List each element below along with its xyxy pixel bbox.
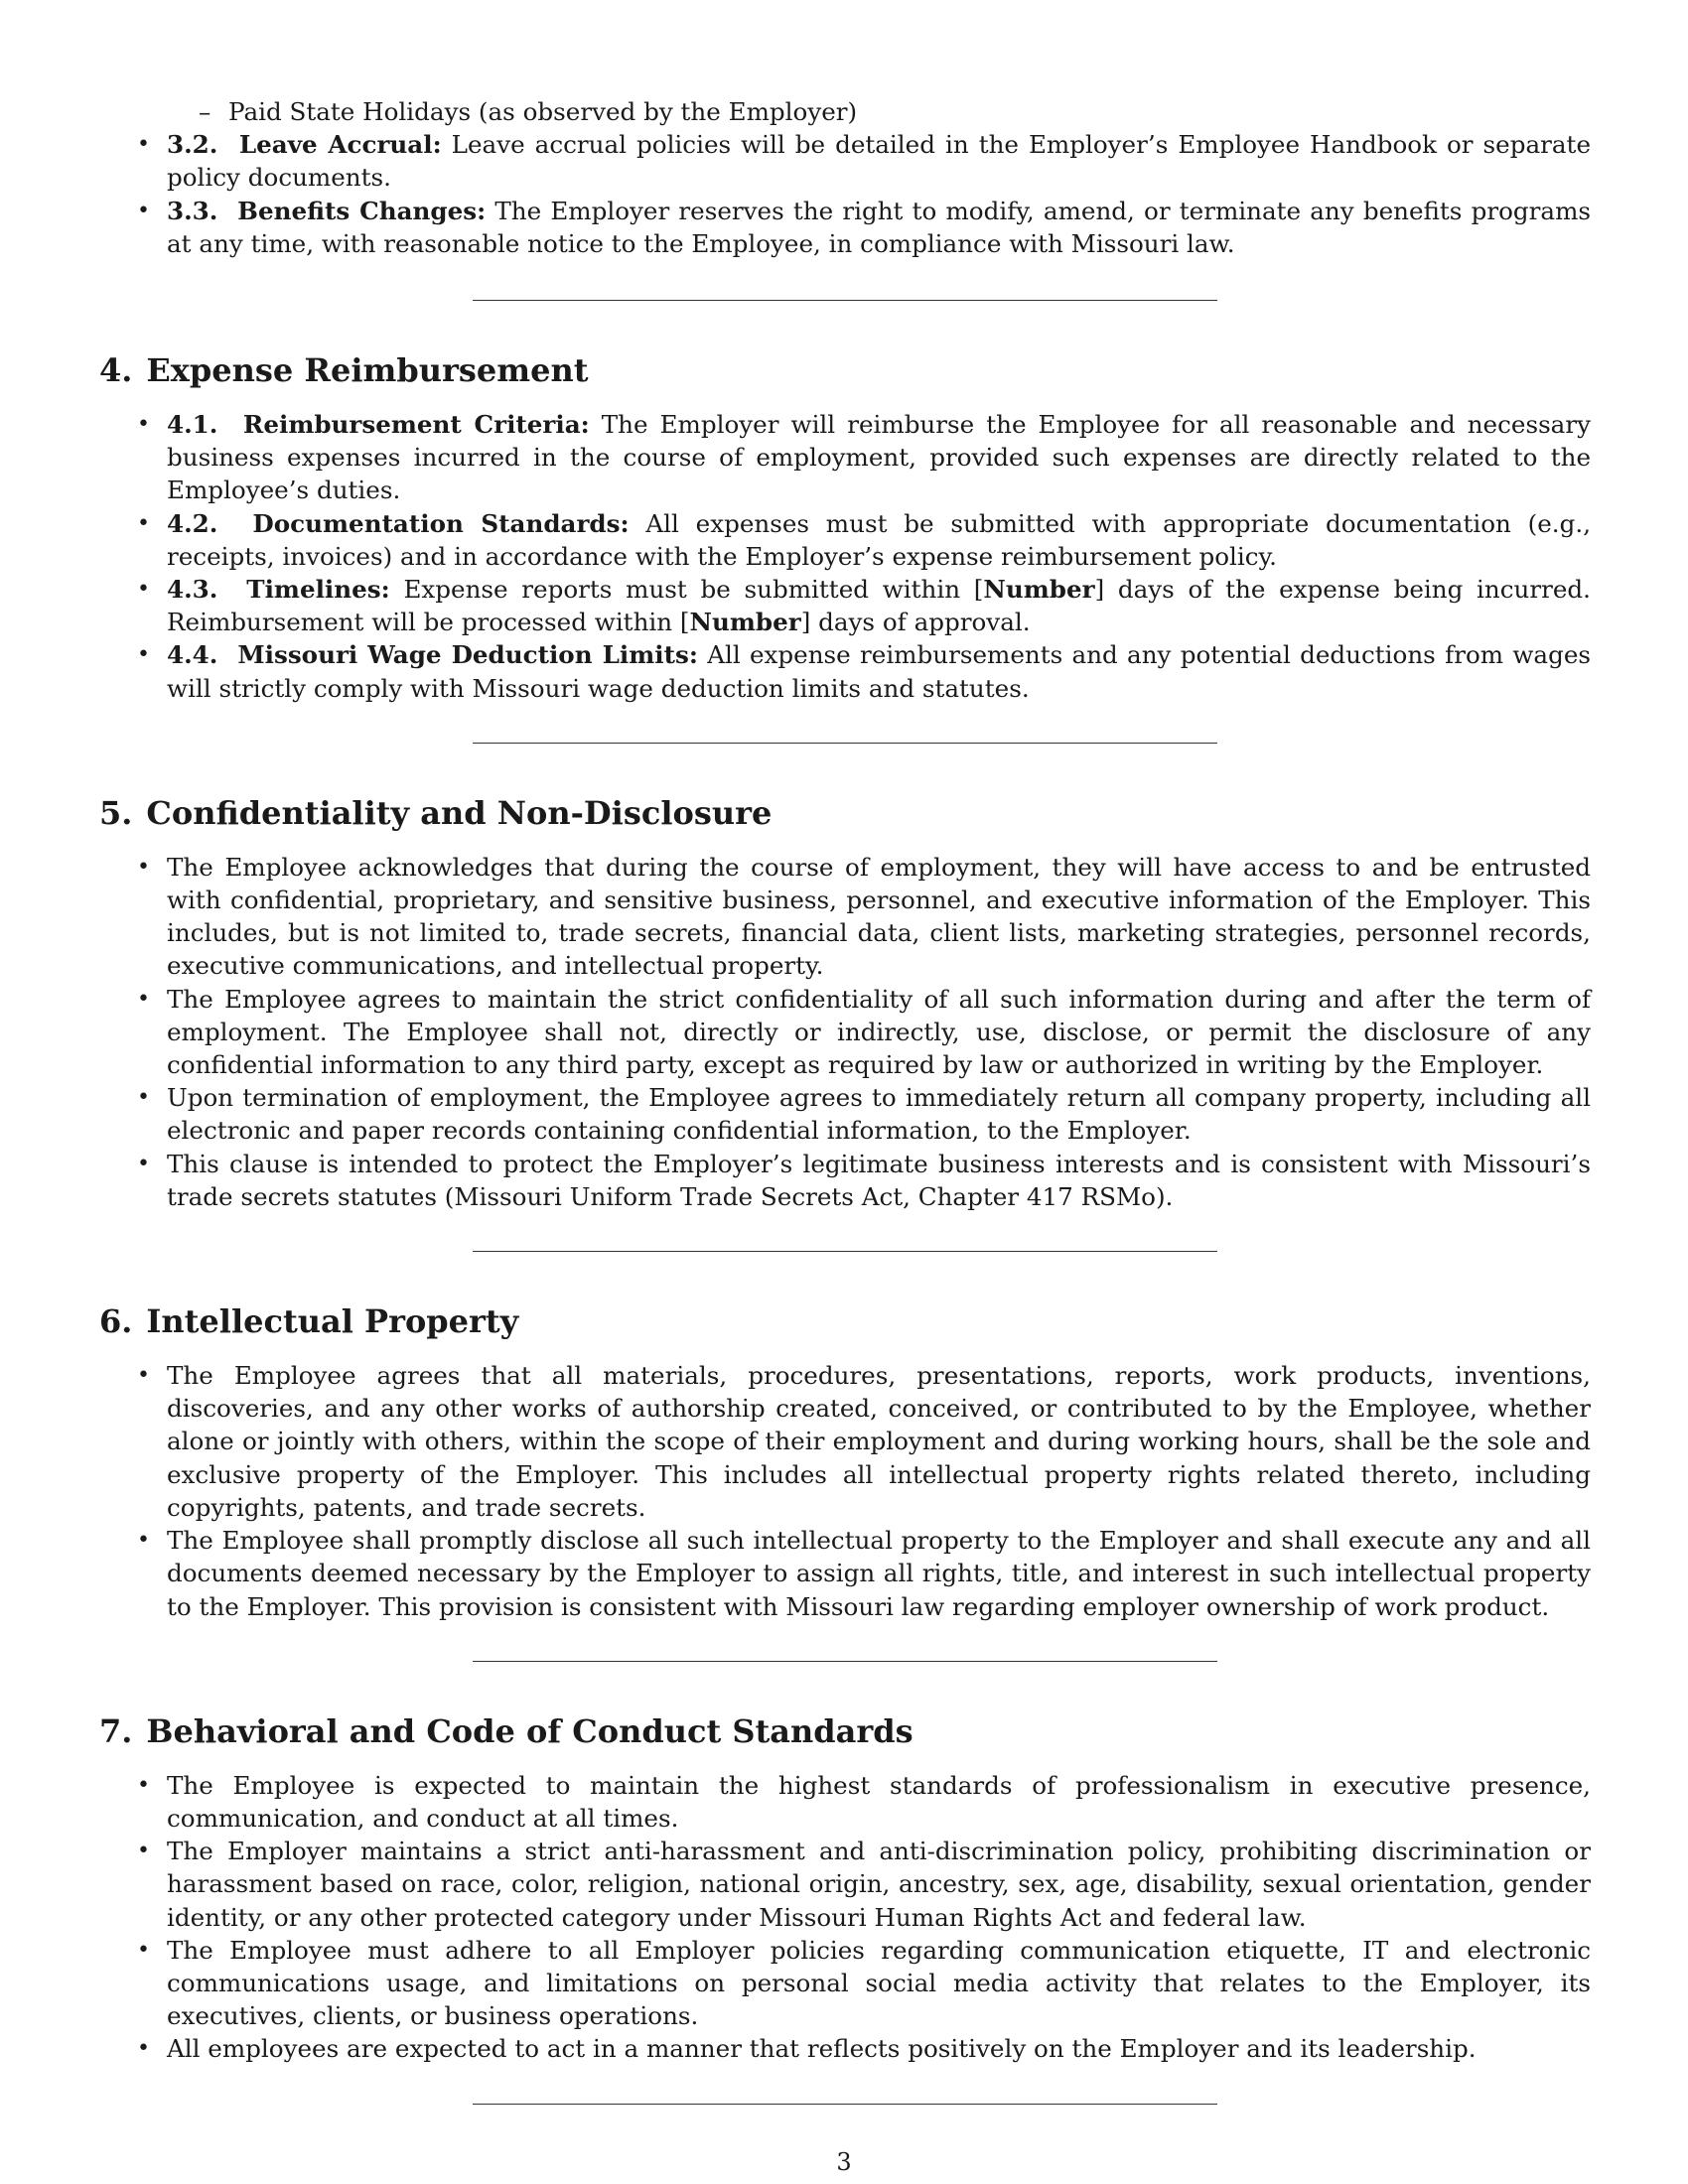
section-title: Intellectual Property: [146, 1302, 519, 1341]
list-item: [99, 1769, 1591, 1835]
placeholder-number: Number: [689, 608, 801, 637]
item-text: The Employer reserves the right to modify, amend, or terminate any benefits programs at any time, with reasonable notice to the Employee, in compliance with Missouri law.: [167, 196, 1592, 258]
item-text: All employees are expected to act in a manner that reflects positively on the Employer and its leadership.: [167, 2034, 1477, 2064]
bullet-icon: •: [137, 986, 150, 1012]
list-item: [99, 1524, 1591, 1623]
dash-item-text: Paid State Holidays (as observed by the Employer): [228, 97, 858, 126]
item-label: 3.2. Leave Accrual:: [167, 130, 442, 160]
intellectual-property-list: [99, 1359, 1591, 1623]
section-heading-intellectual-property: [99, 1301, 1591, 1341]
list-item: [99, 195, 1591, 260]
list-item: [99, 573, 1591, 638]
bullet-icon: •: [137, 1363, 150, 1389]
item-text: This clause is intended to protect the Employer’s legitimate business interests and is consistent with Missouri’s trade secrets statutes (Missouri Uniform Trade Secrets Act, Chapter 417 RSMo).: [167, 1149, 1591, 1211]
bullet-icon: •: [137, 1528, 150, 1554]
bullet-icon: •: [137, 198, 150, 223]
bullet-icon: •: [137, 1839, 150, 1864]
list-item: [99, 1835, 1591, 1934]
item-text: Expense reports must be submitted within [: [389, 575, 984, 605]
page-number: 3: [836, 2148, 852, 2176]
bullet-icon: •: [137, 1151, 150, 1176]
item-label: 4.4. Missouri Wage Deduction Limits:: [167, 640, 698, 670]
section-title: Behavioral and Code of Conduct Standards: [146, 1711, 914, 1750]
section-divider: [473, 1251, 1217, 1252]
item-text: The Employee is expected to maintain the highest standards of professionalism in executive presence, communication, and conduct at all times.: [167, 1770, 1591, 1833]
item-text: The Employee must adhere to all Employer policies regarding communication etiquette, IT and electronic communications usage, and limitations on personal social media activity that relates to the Employer, its executives, clients, or business operations.: [167, 1935, 1591, 2031]
item-text: The Employer will reimburse the Employee for all reasonable and necessary business expenses incurred in the course of employment, provided such expenses are directly related to the Employee’s duties.: [167, 410, 1591, 505]
bullet-icon: •: [137, 642, 150, 668]
section-divider: [473, 743, 1217, 744]
expense-reimbursement-list: [99, 408, 1591, 705]
section-heading-expense-reimbursement: [99, 350, 1591, 390]
confidentiality-list: [99, 851, 1591, 1213]
bullet-icon: •: [137, 510, 150, 536]
item-label: 4.1. Reimbursement Criteria:: [167, 410, 590, 440]
item-label: 4.3. Timelines:: [167, 575, 390, 605]
bullet-icon: •: [137, 1772, 150, 1798]
carryover-list: [99, 128, 1591, 260]
item-text: ] days of the expense being incurred. Reimbursement will be processed within [: [167, 575, 1591, 637]
list-item: [99, 983, 1591, 1082]
placeholder-number: Number: [983, 575, 1095, 605]
list-item: [99, 507, 1591, 573]
section-number: 7.: [99, 1711, 133, 1750]
item-text: ] days of approval.: [800, 608, 1031, 637]
item-text: Leave accrual policies will be detailed in the Employer’s Employee Handbook or separate policy documents.: [167, 130, 1591, 193]
list-item: [99, 2032, 1591, 2065]
bullet-icon: •: [137, 1085, 150, 1111]
section-heading-code-of-conduct: [99, 1711, 1591, 1751]
dash-list-item: [99, 95, 1591, 128]
section-divider: [473, 2104, 1217, 2105]
dash-marker: –: [199, 97, 211, 126]
list-item: [99, 1934, 1591, 2033]
bullet-icon: •: [137, 412, 150, 438]
section-number: 6.: [99, 1302, 133, 1341]
document-page: [99, 95, 1591, 2154]
section-title: Confidentiality and Non-Disclosure: [146, 793, 773, 832]
list-item: [99, 1359, 1591, 1524]
item-text: The Employee agrees to maintain the strict confidentiality of all such information during and after the term of employment. The Employee shall not, directly or indirectly, use, disclose, or permit the disclosure of any confidential information to any third party, except as required by law or authorized in writing by the Employer.: [167, 984, 1591, 1080]
section-divider: [473, 300, 1217, 301]
bullet-icon: •: [137, 2036, 150, 2062]
section-heading-confidentiality: [99, 793, 1591, 833]
section-number: 4.: [99, 351, 133, 390]
item-label: 3.3. Benefits Changes:: [167, 196, 487, 225]
bullet-icon: •: [137, 854, 150, 880]
list-item: [99, 408, 1591, 507]
code-of-conduct-list: [99, 1769, 1591, 2066]
list-item: [99, 1148, 1591, 1213]
section-title: Expense Reimbursement: [146, 351, 589, 390]
item-text: The Employer maintains a strict anti-harassment and anti-discrimination policy, prohibiting discrimination or harassment based on race, color, religion, national origin, ancestry, sex, age, disability, sexual orientation, gender identity, or any other protected category under Missouri Human Rights Act and federal law.: [167, 1837, 1591, 1932]
bullet-icon: •: [137, 577, 150, 603]
item-text: The Employee shall promptly disclose all such intellectual property to the Employer and shall execute any and all documents deemed necessary by the Employer to assign all rights, title, and interest in such intellectual property to the Employer. This provision is consistent with Missouri law regarding employer ownership of work product.: [167, 1526, 1591, 1621]
item-text: Upon termination of employment, the Employee agrees to immediately return all company property, including all electronic and paper records containing confidential information, to the Employer.: [167, 1083, 1591, 1146]
list-item: [99, 1081, 1591, 1147]
item-text: The Employee agrees that all materials, procedures, presentations, reports, work products, inventions, discoveries, and any other works of authorship created, conceived, or contributed to by the Employee, whether alone or jointly with others, within the scope of their employment and during working hours, shall be the sole and exclusive property of the Employer. This includes all intellectual property rights related thereto, including copyrights, patents, and trade secrets.: [167, 1361, 1591, 1522]
item-text: All expense reimbursements and any potential deductions from wages will strictly comply with Missouri wage deduction limits and statutes.: [167, 640, 1591, 703]
section-number: 5.: [99, 793, 133, 832]
bullet-icon: •: [137, 1937, 150, 1963]
list-item: [99, 851, 1591, 983]
list-item: [99, 128, 1591, 194]
item-label: 4.2. Documentation Standards:: [167, 508, 630, 538]
list-item: [99, 638, 1591, 704]
bullet-icon: •: [137, 132, 150, 158]
item-text: The Employee acknowledges that during the course of employment, they will have access to and be entrusted with confidential, proprietary, and sensitive business, personnel, and executive information of the Employer. This includes, but is not limited to, trade secrets, financial data, client lists, marketing strategies, personnel records, executive communications, and intellectual property.: [167, 852, 1591, 981]
section-divider: [473, 1661, 1217, 1662]
item-text: All expenses must be submitted with appropriate documentation (e.g., receipts, invoices) and in accordance with the Employer’s expense reimbursement policy.: [167, 508, 1592, 571]
